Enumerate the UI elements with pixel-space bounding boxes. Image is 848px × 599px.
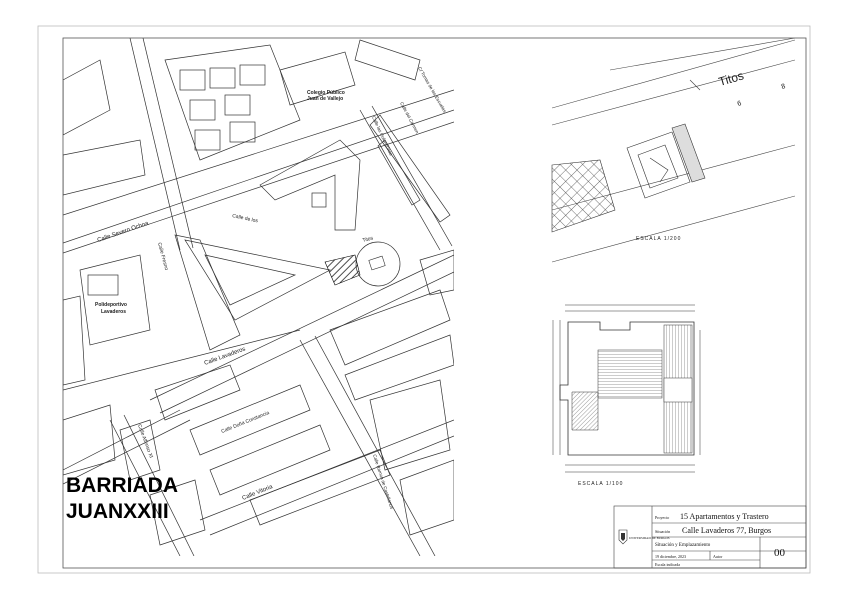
street-label-carmen: Calle del Carmen: [399, 101, 420, 135]
situacion-value: Calle Lavaderos 77, Burgos: [682, 526, 772, 535]
street-label-golondrinas: Calle las Golondrinas: [371, 115, 394, 157]
fecha-value: 19 diciembre, 2023: [655, 554, 686, 559]
district-title-line1: BARRIADA: [66, 474, 178, 497]
street-label-dona-constancia: Calle Doña Constancia: [220, 410, 271, 435]
street-label-de-los: Calle de los: [231, 213, 259, 225]
roof-slope-horizontal: [598, 350, 662, 398]
site-scale-label: ESCALA 1/200: [636, 236, 682, 242]
polideportivo-label-line2: Lavaderos: [101, 309, 127, 315]
street-label-ramon: Calle Ramon de Castellanos: [372, 453, 395, 510]
site-number-8: 8: [780, 83, 787, 91]
street-label-titos: Titos: [361, 235, 374, 244]
site-street-name: Titos: [716, 68, 746, 89]
roof-scale-label: ESCALA 1/100: [578, 481, 624, 487]
colegio-label-line1: Colegio Público: [307, 90, 345, 96]
district-title-line2: JUANXXIII: [66, 500, 169, 523]
site-locator-circle: [356, 242, 400, 286]
university-shield-icon: [619, 530, 627, 544]
proyecto-value: 15 Apartamentos y Trastero: [680, 512, 769, 521]
street-label-alfonso: Calle Alfonso XI: [136, 423, 154, 459]
roof-patio: [664, 378, 692, 402]
street-label-fresno: Calle Fresno: [156, 241, 170, 271]
site-number-6: 6: [736, 100, 743, 108]
university-name: UNIVERSIDAD DE BURGOS: [629, 536, 670, 540]
escala-label: Escala indicada: [655, 562, 680, 567]
colegio-label-line2: Juan de Vallejo: [307, 96, 344, 102]
situacion-label: Situación: [655, 529, 671, 534]
plano-value: Situación y Emplazamiento: [655, 543, 711, 548]
sheet-number: 00: [774, 547, 785, 559]
street-label-vitoria: Calle Vitoria: [241, 484, 274, 502]
autor-label: Autor: [713, 554, 723, 559]
street-label-lavaderos: Calle Lavaderos: [203, 346, 247, 367]
polideportivo-label-line1: Polideportivo: [95, 302, 127, 308]
proyecto-label: Proyecto: [655, 515, 670, 520]
roof-slope-diagonal: [572, 392, 598, 430]
neighbour-crosshatch: [552, 160, 615, 232]
site-plan: [552, 38, 795, 262]
street-label-severo-ochoa: Calle Severo Ochoa: [96, 220, 150, 244]
street-label-tomas: C/ Tomas de las Escuelas: [417, 66, 448, 114]
site-plot-hatch: [325, 255, 360, 285]
